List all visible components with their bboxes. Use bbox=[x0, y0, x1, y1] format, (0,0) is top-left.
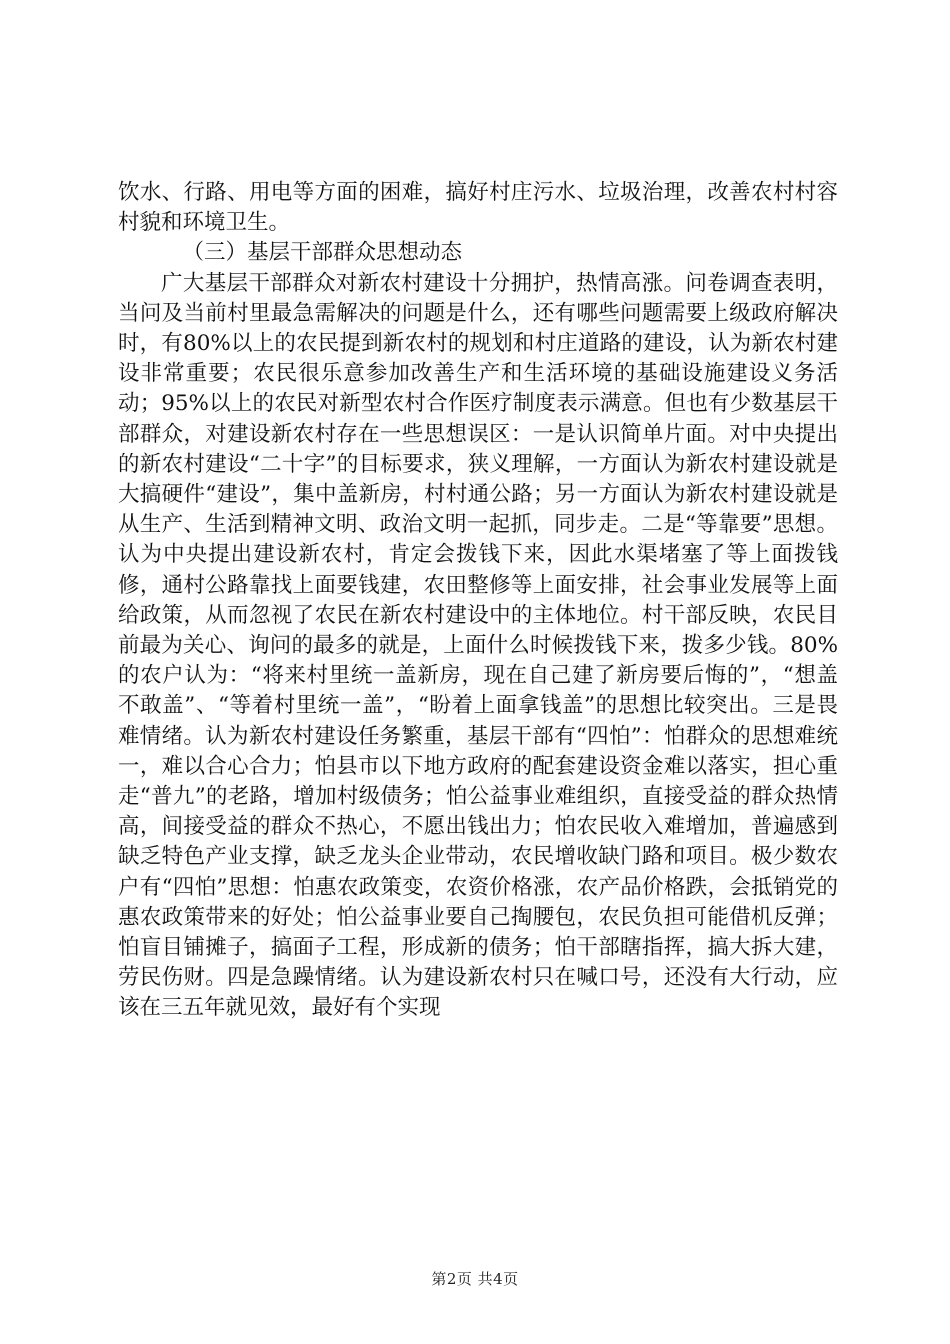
section-heading: （三）基层干部群众思想动态 bbox=[182, 240, 463, 266]
document-body bbox=[118, 178, 838, 1024]
page-number-footer: 第2页 共4页 bbox=[431, 1270, 519, 1288]
paragraph-main: 广大基层干部群众对新农村建设十分拥护，热情高涨。问卷调查表明，当问及当前村里最急需解决的问题是什么，还有哪些问题需要上级政府解决时，有80%以上的农民提到新农村的规划和村庄道路的建设，认为新农村建设非常重要；农民很乐意参加改善生产和生活环境的基础设施建设义务活动；95%以上的农民对新型农村合作医疗制度表示满意。但也有少数基层干部群众，对建设新农村存在一些思想误区：一是认识简单片面。对中央提出的新农村建设“二十字”的目标要求，狭义理解，一方面认为新农村建设就是大搞硬件“建设”，集中盖新房，村村通公路；另一方面认为新农村建设就是从生产、生活到精神文明、政治文明一起抓，同步走。二是“等靠要”思想。认为中央提出建设新农村，肯定会拨钱下来，因此水渠堵塞了等上面拨钱修，通村公路靠找上面要钱建，农田整修等上面安排，社会事业发展等上面给政策，从而忽视了农民在新农村建设中的主体地位。村干部反映，农民目前最为关心、询问的最多的就是，上面什么时候拨钱下来，拨多少钱。80%的农户认为：“将来村里统一盖新房，现在自己建了新房要后悔的”，“想盖不敢盖”、“等着村里统一盖”，“盼着上面拿钱盖”的思想比较突出。三是畏难情绪。认为新农村建设任务繁重，基层干部有“四怕”：怕群众的思想难统一，难以合心合力；怕县市以下地方政府的配套建设资金难以落实，担心重走“普九”的老路，增加村级债务；怕公益事业难组织，直接受益的群众热情高，间接受益的群众不热心，不愿出钱出力；怕农民收入难增加，普遍感到缺乏特色产业支撑，缺乏龙头企业带动，农民增收缺门路和项目。极少数农户有“四怕”思想：怕惠农政策变，农资价格涨，农产品价格跌，会抵销党的惠农政策带来的好处；怕公益事业要自己掏腰包，农民负担可能借机反弹；怕盲目铺摊子，搞面子工程，形成新的债务；怕干部瞎指挥，搞大拆大建，劳民伤财。四是急躁情绪。认为建设新农村只在喊口号，还没有大行动，应该在三五年就见效，最好有个实现 bbox=[118, 270, 838, 1021]
paragraph-continuation: 饮水、行路、用电等方面的困难，搞好村庄污水、垃圾治理，改善农村村容村貌和环境卫生。 bbox=[118, 180, 838, 236]
